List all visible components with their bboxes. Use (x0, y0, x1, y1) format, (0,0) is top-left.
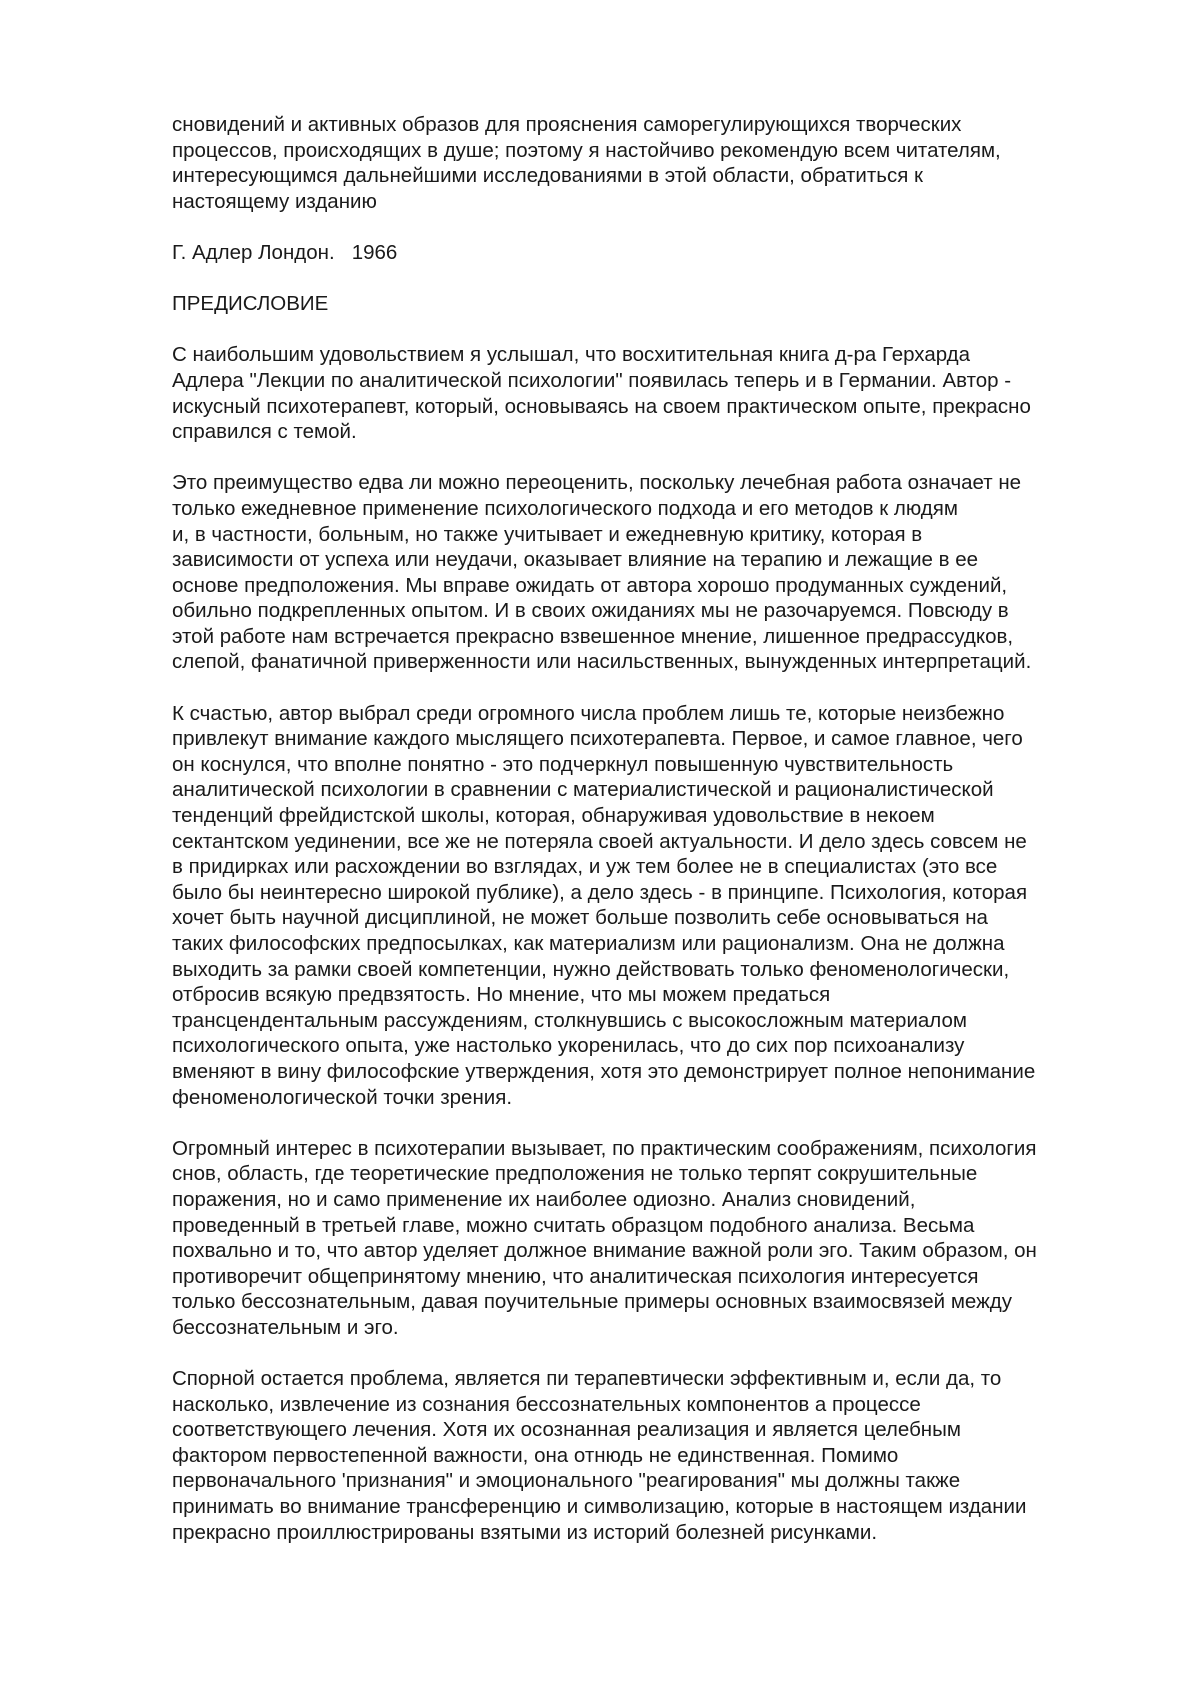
section-heading-block (172, 291, 1132, 317)
text-line: основе предположения. Мы вправе ожидать от автора хорошо продуманных суждений, (172, 573, 1008, 597)
text-line: зависимости от успеха или неудачи, оказывает влияние на терапию и лежащие в ее (172, 548, 979, 572)
text-line: слепой, фанатичной приверженности или насильственных, вынужденных интерпретаций. (172, 650, 1032, 674)
text-line: сектантском уединении, все же не потеряла своей актуальности. И дело здесь совсем не (172, 829, 1027, 853)
text-line: первоначального 'признания" и эмоционального "реагирования" мы должны также (172, 1469, 961, 1493)
intro-paragraph (172, 112, 1132, 214)
text-line: интересующимся дальнейшими исследованиями в этой области, обратиться к (172, 164, 923, 188)
text-line: феноменологической точки зрения. (172, 1085, 513, 1109)
document-page (172, 112, 1132, 1571)
text-line: противоречит общепринятому мнению, что аналитическая психология интересуется (172, 1264, 979, 1288)
text-line: он коснулся, что вполне понятно - это подчеркнул повышенную чувствительность (172, 752, 954, 776)
text-line: Огромный интерес в психотерапии вызывает, по практическим соображениям, психология (172, 1136, 1037, 1160)
text-line: тенденций фрейдистской школы, которая, обнаруживая удовольствие в некоем (172, 804, 935, 828)
paragraph-3 (172, 701, 1132, 1111)
text-line: психологического опыта, уже настолько укоренилась, что до сих пор психоанализу (172, 1034, 965, 1058)
text-line: С наибольшим удовольствием я услышал, что восхитительная книга д-ра Герхарда (172, 343, 971, 367)
text-line: процессов, происходящих в душе; поэтому я настойчиво рекомендую всем читателям, (172, 138, 1001, 162)
text-line: выходить за рамки своей компетенции, нужно действовать только феноменологически, (172, 957, 1010, 981)
text-line: трансцендентальным рассуждениям, столкнувшись с высокосложным материалом (172, 1008, 967, 1032)
text-line: К счастью, автор выбрал среди огромного числа проблем лишь те, которые неизбежно (172, 701, 1005, 725)
text-line: фактором первостепенной важности, она отнюдь не единственная. Помимо (172, 1443, 899, 1467)
text-line: искусный психотерапевт, который, основываясь на своем практическом опыте, прекрасно (172, 394, 1031, 418)
signature-line: Г. Адлер Лондон. 1966 (172, 240, 398, 264)
text-line: только ежедневное применение психологического подхода и его методов к людям (172, 496, 958, 520)
paragraph-5 (172, 1366, 1132, 1545)
signature-block (172, 240, 1132, 266)
text-line: справился с темой. (172, 420, 357, 444)
text-line: хочет быть научной дисциплиной, не может больше позволить себе основываться на (172, 906, 988, 930)
text-line: аналитической психологии в сравнении с материалистической и рационалистической (172, 778, 994, 802)
text-line: насколько, извлечение из сознания бессознательных компонентов а процессе (172, 1392, 921, 1416)
text-line: Адлера "Лекции по аналитической психологии" появилась теперь и в Германии. Автор - (172, 368, 1012, 392)
text-line: проведенный в третьей главе, можно считать образцом подобного анализа. Весьма (172, 1213, 975, 1237)
text-line: соответствующего лечения. Хотя их осознанная реализация и является целебным (172, 1418, 961, 1442)
text-line: было бы неинтересно широкой публике), а дело здесь - в принципе. Психология, которая (172, 880, 1028, 904)
paragraph-2 (172, 470, 1132, 675)
text-line: таких философских предпосылках, как материализм или рационализм. Она не должна (172, 932, 1005, 955)
text-line: настоящему изданию (172, 189, 377, 213)
text-line: похвально и то, что автор уделяет должное внимание важной роли эго. Таким образом, он (172, 1239, 1037, 1263)
text-line: Спорной остается проблема, является пи терапевтически эффективным и, если да, то (172, 1367, 1002, 1391)
text-line: этой работе нам встречается прекрасно взвешенное мнение, лишенное предрассудков, (172, 624, 1014, 648)
text-line: привлекут внимание каждого мыслящего психотерапевта. Первое, и самое главное, чего (172, 727, 1023, 751)
text-line: только бессознательным, давая поучительные примеры основных взаимосвязей между (172, 1290, 1013, 1314)
text-line: прекрасно проиллюстрированы взятыми из историй болезней рисунками. (172, 1520, 878, 1544)
text-line: снов, область, где теоретические предположения не только терпят сокрушительные (172, 1162, 978, 1186)
text-line: в придирках или расхождении во взглядах, и уж тем более не в специалистах (это все (172, 855, 998, 879)
text-line: бессознательным и эго. (172, 1315, 399, 1339)
text-line: отбросив всякую предвзятость. Но мнение, что мы можем предаться (172, 983, 831, 1007)
paragraph-4 (172, 1136, 1132, 1341)
text-line: обильно подкрепленных опытом. И в своих ожиданиях мы не разочаруемся. Повсюду в (172, 599, 1009, 623)
text-line: поражения, но и само применение их наиболее одиозно. Анализ сновидений, (172, 1187, 916, 1211)
section-heading: ПРЕДИСЛОВИЕ (172, 292, 329, 316)
paragraph-1 (172, 342, 1132, 444)
text-line: принимать во внимание трансференцию и символизацию, которые в настоящем издании (172, 1495, 1027, 1519)
text-line: вменяют в вину философские утверждения, хотя это демонстрирует полное непонимание (172, 1059, 1036, 1083)
text-line: и, в частности, больным, но также учитывает и ежедневную критику, которая в (172, 522, 923, 546)
text-line: Это преимущество едва ли можно переоценить, поскольку лечебная работа означает не (172, 471, 1022, 495)
text-line: сновидений и активных образов для прояснения саморегулирующихся творческих (172, 113, 962, 136)
